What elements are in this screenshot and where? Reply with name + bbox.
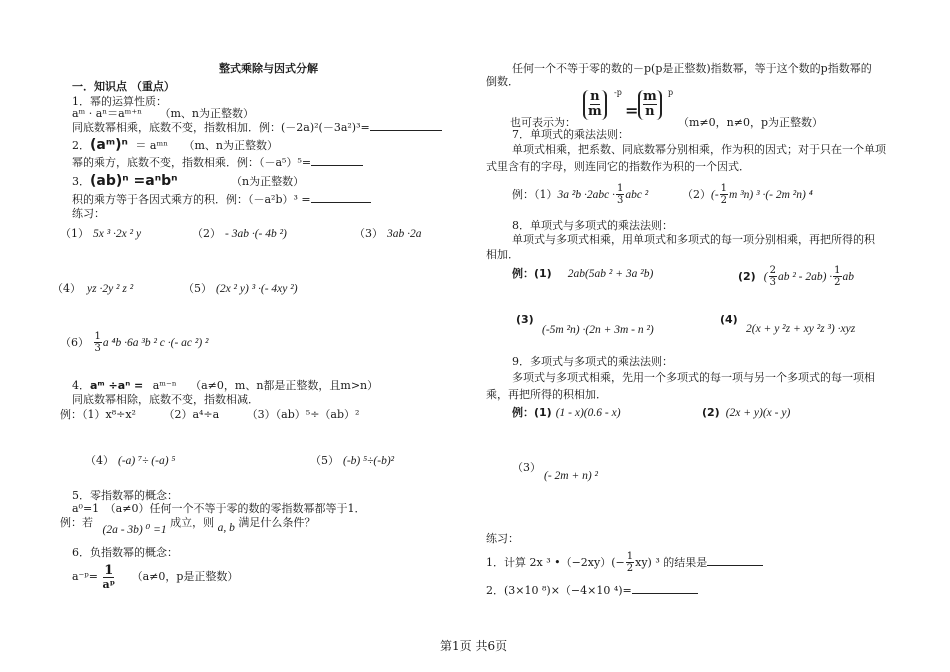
formula-result: aᵐ⁻ⁿ: [152, 379, 177, 392]
example-expression: (-b) ⁵÷(-b)²: [343, 455, 395, 467]
item-4-examples: 例：（1）x⁸÷x² （2）a⁴÷a （3）（ab）⁵÷（ab）²: [60, 408, 360, 421]
fraction: $\frac{1}{3}$: [616, 183, 624, 206]
answer-blank: [370, 120, 442, 131]
item-3-rule: [72, 192, 371, 207]
item-6-heading: 6．负指数幂的概念：: [72, 546, 178, 559]
item-5-example: [60, 516, 316, 536]
condition: （a≠0，p是正整数）: [131, 570, 239, 583]
example-expression: (-: [711, 189, 719, 201]
exercise-expression: a ⁴b ·6a ³b ² c ·(- ac ²) ²: [102, 337, 209, 349]
exponent-minus-p: -p: [614, 88, 622, 97]
answer-blank: [311, 192, 371, 203]
exercise-expression: yz ·2y ² z ²: [87, 283, 134, 295]
formula: aᵐ · aⁿ＝aᵐ⁺ⁿ: [72, 107, 142, 120]
item-8-heading: 8．单项式与多项式的乘法法则：: [512, 219, 673, 232]
example-expression: (: [763, 271, 768, 283]
item-1-heading: 1．幂的运算性质：: [72, 95, 167, 108]
example-expression: 2ab(5ab ² + 3a ²b): [567, 268, 654, 280]
item-8-example-4-expression: 2(x + y ²z + xy ²z ³) ·xyz: [746, 323, 856, 335]
fraction: $\frac{1}{2}$: [720, 183, 728, 206]
example-prefix: （2）: [682, 188, 711, 201]
example-expression: (-a) ⁷÷ (-a) ⁵: [118, 455, 176, 467]
example-expression: abc ²: [625, 189, 649, 201]
item-number: 3．: [72, 175, 90, 188]
exercise-number: （2）: [192, 227, 221, 240]
fraction: $\frac{1}{\text{aᵖ}}$: [102, 563, 116, 591]
example-expression: ab ² - 2ab) ·: [777, 271, 833, 283]
question-text: xy) ³ 的结果是: [635, 556, 708, 569]
exercise-number: （4）: [52, 282, 81, 295]
example-expression: ab: [842, 271, 855, 283]
item-number: 2．: [72, 139, 90, 152]
rule-text: 幂的乘方，底数不变，指数相乘．例：（－a⁵）⁵=: [72, 156, 312, 169]
exercise-4: [52, 283, 133, 296]
exercise-2: [192, 228, 287, 241]
n-over-m: m n: [638, 90, 662, 120]
item-9-example-2: [702, 407, 790, 420]
item-3-formula: [72, 173, 304, 189]
negative-exponent-rule-line1: 任何一个不等于零的数的－p(p是正整数)指数幂，等于这个数的p指数幂的: [512, 62, 872, 75]
power-of-product-formula: (ab)ⁿ =aⁿbⁿ: [90, 173, 178, 189]
item-7-rule-line1: 单项式相乘，把系数、同底数幂分别相乘，作为积的因式；对于只在一个单项: [512, 143, 886, 156]
exercise-1: [60, 228, 141, 241]
example-expression: 3a ²b ·2abc ·: [557, 189, 615, 201]
exercise-number: （6）: [60, 336, 89, 349]
example-prefix: 例：若: [60, 516, 93, 529]
example-4: [85, 455, 175, 468]
item-8-example-3-expression: (-5m ²n) ·(2n + 3m - n ²): [542, 324, 654, 336]
item-number: 4．: [72, 379, 90, 392]
item-1-formula: [72, 108, 254, 121]
exercise-expression: (2x ² y) ³ ·(- 4xy ²): [216, 283, 298, 295]
example-prefix: (4): [720, 313, 738, 326]
practice-label: 练习：: [72, 207, 105, 220]
condition: （a≠0，m、n都是正整数，且m>n）: [190, 379, 379, 392]
item-9-example-3-expression: (- 2m + n) ²: [544, 470, 599, 482]
item-8-rule-line2: 相加．: [486, 248, 519, 261]
example-prefix: (3): [516, 313, 534, 326]
exercise-number: （3）: [354, 227, 383, 240]
negative-exponent-formula: [510, 88, 576, 129]
item-8-example-3: [516, 314, 534, 327]
equals-sign: =: [625, 101, 639, 120]
example-prefix: 例：(1): [512, 267, 552, 280]
item-9-example-3: （3）: [512, 461, 541, 474]
condition: （m、n为正整数）: [159, 107, 254, 120]
example-prefix: 例：（1）: [512, 188, 558, 201]
exercise-number: （5）: [183, 282, 212, 295]
answer-blank: [311, 155, 363, 166]
exercise-6: [60, 332, 209, 354]
item-5-heading: 5．零指数幂的概念：: [72, 489, 178, 502]
fraction: $\frac{1}{3}$: [94, 331, 101, 354]
example-expression: m ³n) ³ ·(- 2m ²n) ⁴: [729, 189, 813, 201]
example-expression: (2x + y)(x - y): [725, 407, 791, 419]
item-6-formula: [72, 564, 238, 590]
item-4-rule: 同底数幂相除，底数不变，指数相减．: [72, 393, 259, 406]
answer-blank: [632, 583, 698, 594]
practice-question-2: [486, 583, 698, 598]
answer-blank: [707, 555, 763, 566]
negative-exponent-rule-line2: 倒数．: [486, 75, 519, 88]
rule-text: 同底数幂相乘，底数不变，指数相加．例：(－2a)²(－3a²)³=: [72, 121, 370, 134]
item-9-heading: 9．多项式与多项式的乘法法则：: [512, 355, 673, 368]
exercise-5: [183, 283, 298, 296]
page-footer: 第1页 共6页: [440, 639, 508, 653]
item-8-example-4: [720, 314, 738, 327]
item-8-example-2: [738, 266, 854, 288]
condition: （n为正整数）: [230, 175, 305, 188]
item-4-formula: [72, 380, 378, 393]
exercise-expression: - 3ab ·(- 4b ²): [225, 228, 287, 240]
practice-question-1: [486, 552, 763, 574]
exercise-expression: 5x ³ ·2x ² y: [93, 228, 142, 240]
negative-exponent-fraction-right: [638, 90, 662, 120]
fraction: $\frac{1}{2}$: [626, 551, 634, 574]
item-9-rule-line2: 乘，再把所得的积相加．: [486, 388, 607, 401]
exercise-number: （1）: [60, 227, 89, 240]
formula-intro: 也可表示为：: [510, 116, 576, 129]
power-of-power-formula: (aᵐ)ⁿ: [90, 137, 128, 153]
example-expression: (2a - 3b) ⁰ =1: [102, 524, 167, 536]
item-5-formula: a⁰=1 （a≠0）任何一个不等于零的数的零指数幂都等于1．: [72, 502, 366, 515]
condition: （m、n为正整数）: [183, 139, 278, 152]
example-prefix: 例：(1): [512, 406, 552, 419]
exercise-expression: 3ab ·2a: [387, 228, 422, 240]
negative-exponent-condition: （m≠0，n≠0，p为正整数）: [678, 116, 823, 129]
rule-text: 积的乘方等于各因式乘方的积．例：（－a²b）³ =: [72, 193, 311, 206]
item-8-example-1: [512, 268, 653, 281]
item-9-example-1: [512, 407, 621, 420]
item-2-formula: [72, 137, 278, 153]
item-9-rule-line1: 多项式与多项式相乘，先用一个多项式的每一项与另一个多项式的每一项相: [512, 371, 875, 384]
section-heading: 一．知识点 （重点）: [72, 80, 175, 93]
exercise-3: [354, 228, 422, 241]
division-formula: aᵐ ÷aⁿ =: [90, 379, 144, 392]
formula-lhs: a⁻ᵖ=: [72, 570, 98, 583]
formula-result: ＝ aᵐⁿ: [135, 139, 168, 152]
example-expression: (1 - x)(0.6 - x): [555, 407, 621, 419]
item-7-example-2: [682, 184, 813, 206]
example-variables: a, b: [217, 522, 235, 534]
example-prefix: (2): [702, 406, 720, 419]
page-title: 整式乘除与因式分解: [219, 62, 318, 75]
example-text: 满足什么条件？: [238, 516, 316, 529]
question-text: 2．(3×10 ⁸)×（−4×10 ⁴)=: [486, 584, 632, 597]
question-text: 1．计算 2x ³ •（−2xy）(−: [486, 556, 625, 569]
item-8-rule-line1: 单项式与多项式相乘，用单项式和多项式的每一项分别相乘，再把所得的积: [512, 233, 875, 246]
example-text: 成立，则: [170, 516, 215, 529]
item-7-heading: 7．单项式的乘法法则：: [512, 128, 629, 141]
example-prefix: (2): [738, 270, 756, 283]
example-number: （4）: [85, 454, 114, 467]
example-5: [310, 455, 394, 468]
item-7-rule-line2: 式里含有的字母，则连同它的指数作为积的一个因式．: [486, 160, 750, 173]
negative-exponent-fraction-left: [583, 90, 607, 120]
fraction: $\frac{2}{3}$: [769, 265, 776, 288]
item-1-rule: [72, 120, 442, 135]
item-2-rule: [72, 155, 363, 170]
item-7-example-1: [512, 184, 648, 206]
practice-label: 练习：: [486, 532, 519, 545]
fraction: $\frac{1}{2}$: [834, 265, 841, 288]
exponent-p: p: [668, 88, 674, 97]
m-over-n: n m: [583, 90, 607, 120]
example-number: （5）: [310, 454, 339, 467]
